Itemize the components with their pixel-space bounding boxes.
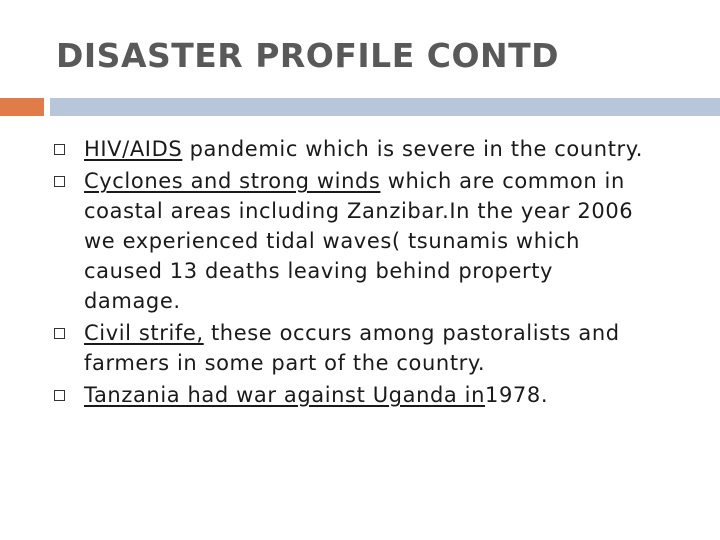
slide-title: DISASTER PROFILE CONTD xyxy=(56,36,560,75)
bullet-underlined-text: HIV/AIDS xyxy=(84,137,183,161)
square-bullet-icon xyxy=(54,328,65,339)
bullet-underlined-text: Tanzania had war against Uganda in xyxy=(84,383,486,407)
square-bullet-icon xyxy=(54,176,65,187)
bullet-text: pandemic which is severe in the country. xyxy=(182,137,644,161)
bullet-text: 1978. xyxy=(485,383,549,407)
bullet-underlined-text: Cyclones and strong winds xyxy=(84,169,381,193)
bullet-item-uganda-war xyxy=(54,380,654,410)
bullet-text: these occurs among pastoralists and farmers in some part of the country. xyxy=(84,321,620,375)
accent-bar-orange xyxy=(0,98,44,116)
bullet-underlined-text: Civil strife, xyxy=(84,321,204,345)
bullet-item-hiv-aids xyxy=(54,134,654,164)
bullet-item-civil-strife xyxy=(54,318,654,378)
square-bullet-icon xyxy=(54,390,65,401)
bullet-list xyxy=(54,134,654,412)
square-bullet-icon xyxy=(54,144,65,155)
bullet-text: which are common in coastal areas including Zanzibar.In the year 2006 we experienced tidal waves( tsunamis which caused 13 deaths leaving behind property damage. xyxy=(84,169,634,313)
bullet-item-cyclones xyxy=(54,166,654,316)
accent-bar-blue xyxy=(50,98,720,116)
